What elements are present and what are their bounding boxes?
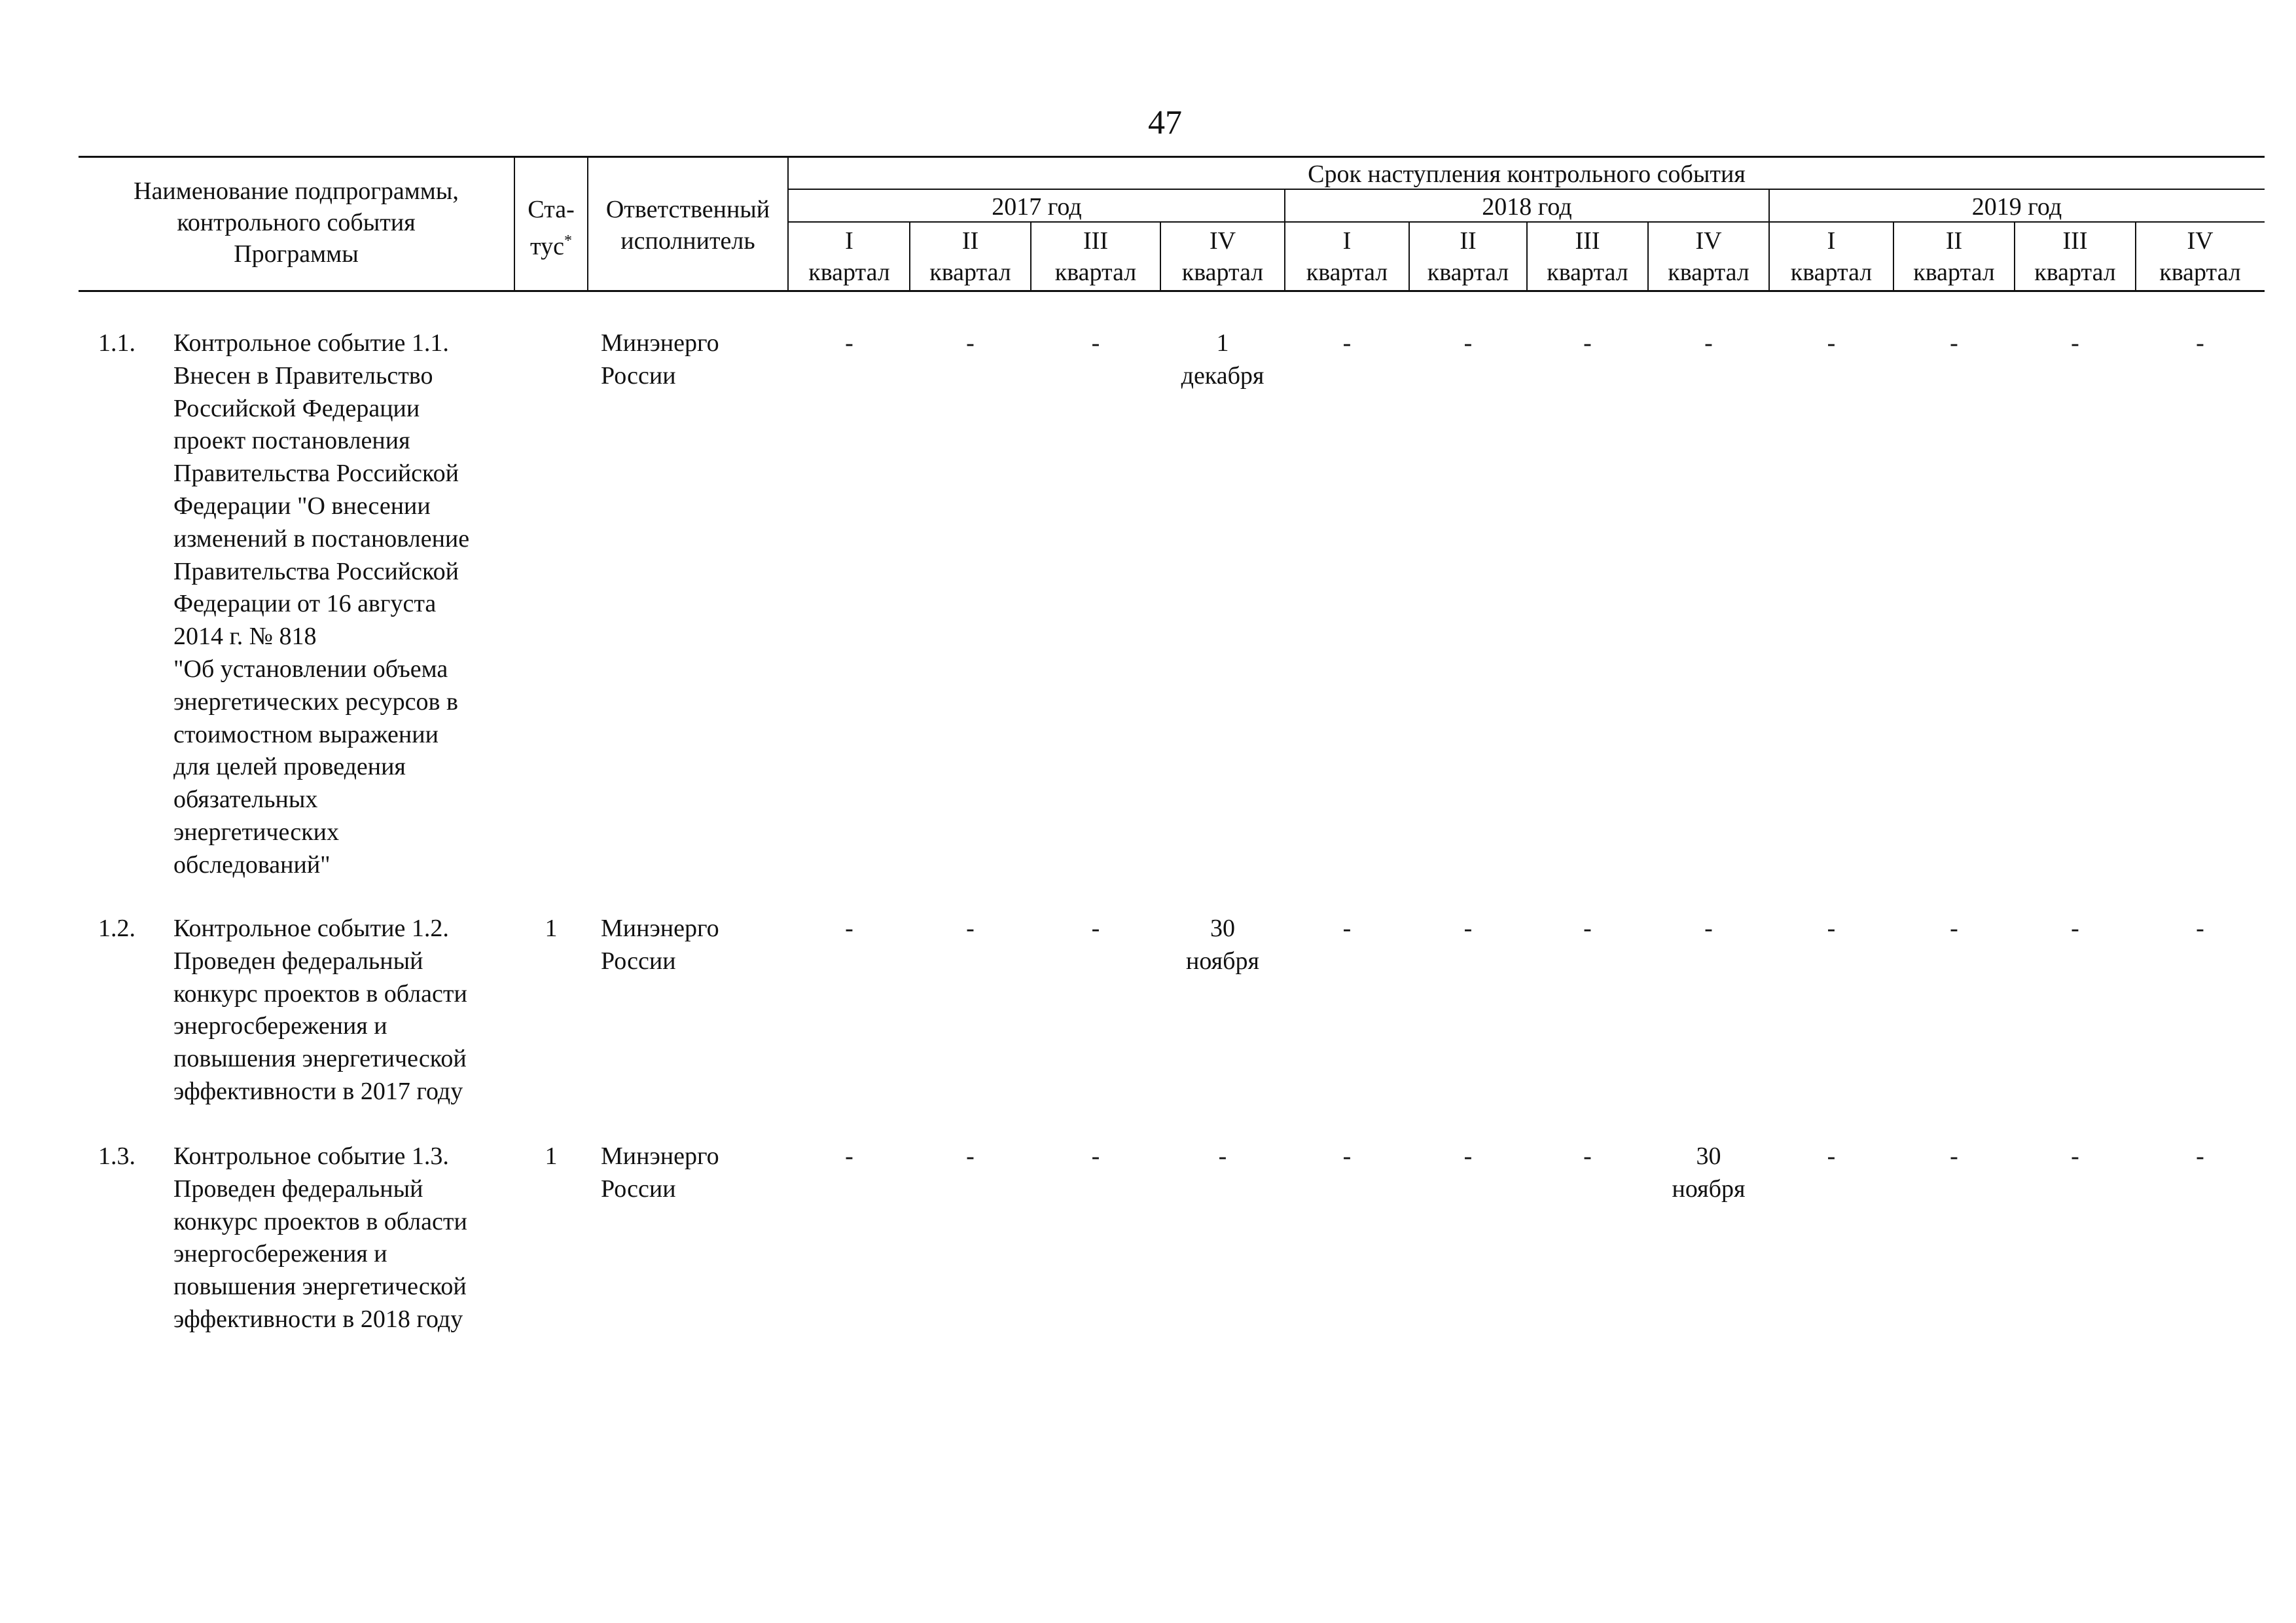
- quarter-dash: -: [1091, 915, 1100, 942]
- responsible-column-header-bottom: исполнитель: [620, 227, 755, 255]
- event-status: 1: [545, 915, 558, 942]
- quarter-header-numeral: I: [1342, 227, 1352, 255]
- quarter-dash: -: [1583, 915, 1592, 942]
- quarter-header-numeral: I: [1827, 227, 1836, 255]
- event-responsible: Минэнерго России: [601, 915, 719, 975]
- header-bottom-rule: [79, 290, 2265, 292]
- quarter-header-numeral: III: [1083, 227, 1108, 255]
- quarter-dash: -: [845, 915, 853, 942]
- quarter-dash: -: [966, 1142, 975, 1170]
- status-column-header-bottom: [515, 225, 587, 263]
- quarter-deadline: 30 ноября: [1672, 1142, 1746, 1203]
- quarter-dash: -: [1827, 915, 1836, 942]
- quarter-dash: -: [1950, 329, 1958, 357]
- quarter-header-numeral: IV: [1695, 227, 1722, 255]
- row-number: 1.1.: [98, 329, 135, 357]
- event-name: Контрольное событие 1.1. Внесен в Правительство Российской Федерации проект постановления Правительства Российской Федерации "О внесении изменений в постановление Правительства Российской Федерации от 16 августа 2014 г. № 818 "Об установлении объема энергетических ресурсов в стоимостном выражении для целей проведения обязательных энергетических обследований": [173, 329, 470, 879]
- quarter-dash: -: [1704, 915, 1713, 942]
- quarter-header-numeral: II: [961, 227, 979, 255]
- quarter-dash: -: [1704, 329, 1713, 357]
- quarter-dash: -: [1463, 915, 1473, 942]
- quarter-dash: -: [845, 329, 853, 357]
- row-number: 1.2.: [98, 915, 135, 942]
- quarter-dash: -: [966, 329, 975, 357]
- quarter-header-word: квартал: [1668, 259, 1749, 286]
- quarter-dash: -: [2196, 915, 2204, 942]
- quarter-header-word: квартал: [1547, 259, 1628, 286]
- quarter-dash: -: [1583, 329, 1592, 357]
- quarter-dash: -: [1463, 1142, 1473, 1170]
- quarter-deadline: 30 ноября: [1186, 915, 1259, 975]
- quarter-dash: -: [1091, 329, 1100, 357]
- event-status: 1: [545, 1142, 558, 1170]
- event-name: Контрольное событие 1.2. Проведен федеральный конкурс проектов в области энергосбережения и повышения энергетической эффективности в 2017 году: [173, 915, 467, 1105]
- status-column-header-word: тус: [530, 232, 564, 261]
- quarter-dash: -: [1342, 915, 1352, 942]
- status-column-header-top: Ста-: [528, 196, 575, 223]
- quarter-header-numeral: IV: [2187, 227, 2214, 255]
- quarter-header-word: квартал: [2159, 259, 2241, 286]
- quarter-header-numeral: III: [2062, 227, 2088, 255]
- name-column-header: Наименование подпрограммы, контрольного события Программы: [134, 177, 459, 268]
- quarter-header-word: квартал: [1790, 259, 1873, 286]
- quarter-header-word: квартал: [1913, 259, 1995, 286]
- quarter-header-numeral: III: [1575, 227, 1600, 255]
- year-header: 2018 год: [1482, 193, 1572, 221]
- quarter-header-word: квартал: [1427, 259, 1509, 286]
- quarter-header-numeral: II: [1460, 227, 1477, 255]
- quarter-dash: -: [1950, 1142, 1958, 1170]
- quarter-dash: -: [1827, 1142, 1836, 1170]
- quarter-dash: -: [1583, 1142, 1592, 1170]
- quarter-dash: -: [966, 915, 975, 942]
- quarter-dash: -: [845, 1142, 853, 1170]
- quarter-header-word: квартал: [1306, 259, 1388, 286]
- header-top-rule: [79, 156, 2265, 158]
- quarter-dash: -: [1218, 1142, 1227, 1170]
- quarter-dash: -: [1342, 329, 1352, 357]
- row-number: 1.3.: [98, 1142, 135, 1170]
- quarter-dash: -: [2071, 1142, 2079, 1170]
- year-header: 2019 год: [1971, 193, 2062, 221]
- quarter-header-numeral: I: [845, 227, 853, 255]
- event-responsible: Минэнерго России: [601, 329, 719, 390]
- quarter-header-word: квартал: [1181, 259, 1264, 286]
- year-header: 2017 год: [992, 193, 1082, 221]
- quarter-header-numeral: IV: [1209, 227, 1236, 255]
- quarter-header-word: квартал: [808, 259, 890, 286]
- page-number: 47: [1148, 104, 1182, 141]
- quarter-header-numeral: II: [1945, 227, 1963, 255]
- quarter-dash: -: [1091, 1142, 1100, 1170]
- quarter-dash: -: [1827, 329, 1836, 357]
- quarter-dash: -: [2196, 1142, 2204, 1170]
- event-name: Контрольное событие 1.3. Проведен федеральный конкурс проектов в области энергосбережения и повышения энергетической эффективности в 2018 году: [173, 1142, 467, 1333]
- quarter-dash: -: [1342, 1142, 1352, 1170]
- quarter-deadline: 1 декабря: [1181, 329, 1265, 390]
- deadline-header-title: Срок наступления контрольного события: [1308, 160, 1746, 188]
- quarter-dash: -: [2071, 329, 2079, 357]
- event-responsible: Минэнерго России: [601, 1142, 719, 1203]
- quarter-dash: -: [2071, 915, 2079, 942]
- quarter-dash: -: [2196, 329, 2204, 357]
- quarter-header-word: квартал: [2034, 259, 2116, 286]
- quarter-dash: -: [1950, 915, 1958, 942]
- responsible-column-header-top: Ответственный: [605, 196, 770, 223]
- quarter-dash: -: [1463, 329, 1473, 357]
- quarter-header-word: квартал: [929, 259, 1011, 286]
- status-asterisk: *: [564, 232, 572, 249]
- quarter-header-word: квартал: [1054, 259, 1137, 286]
